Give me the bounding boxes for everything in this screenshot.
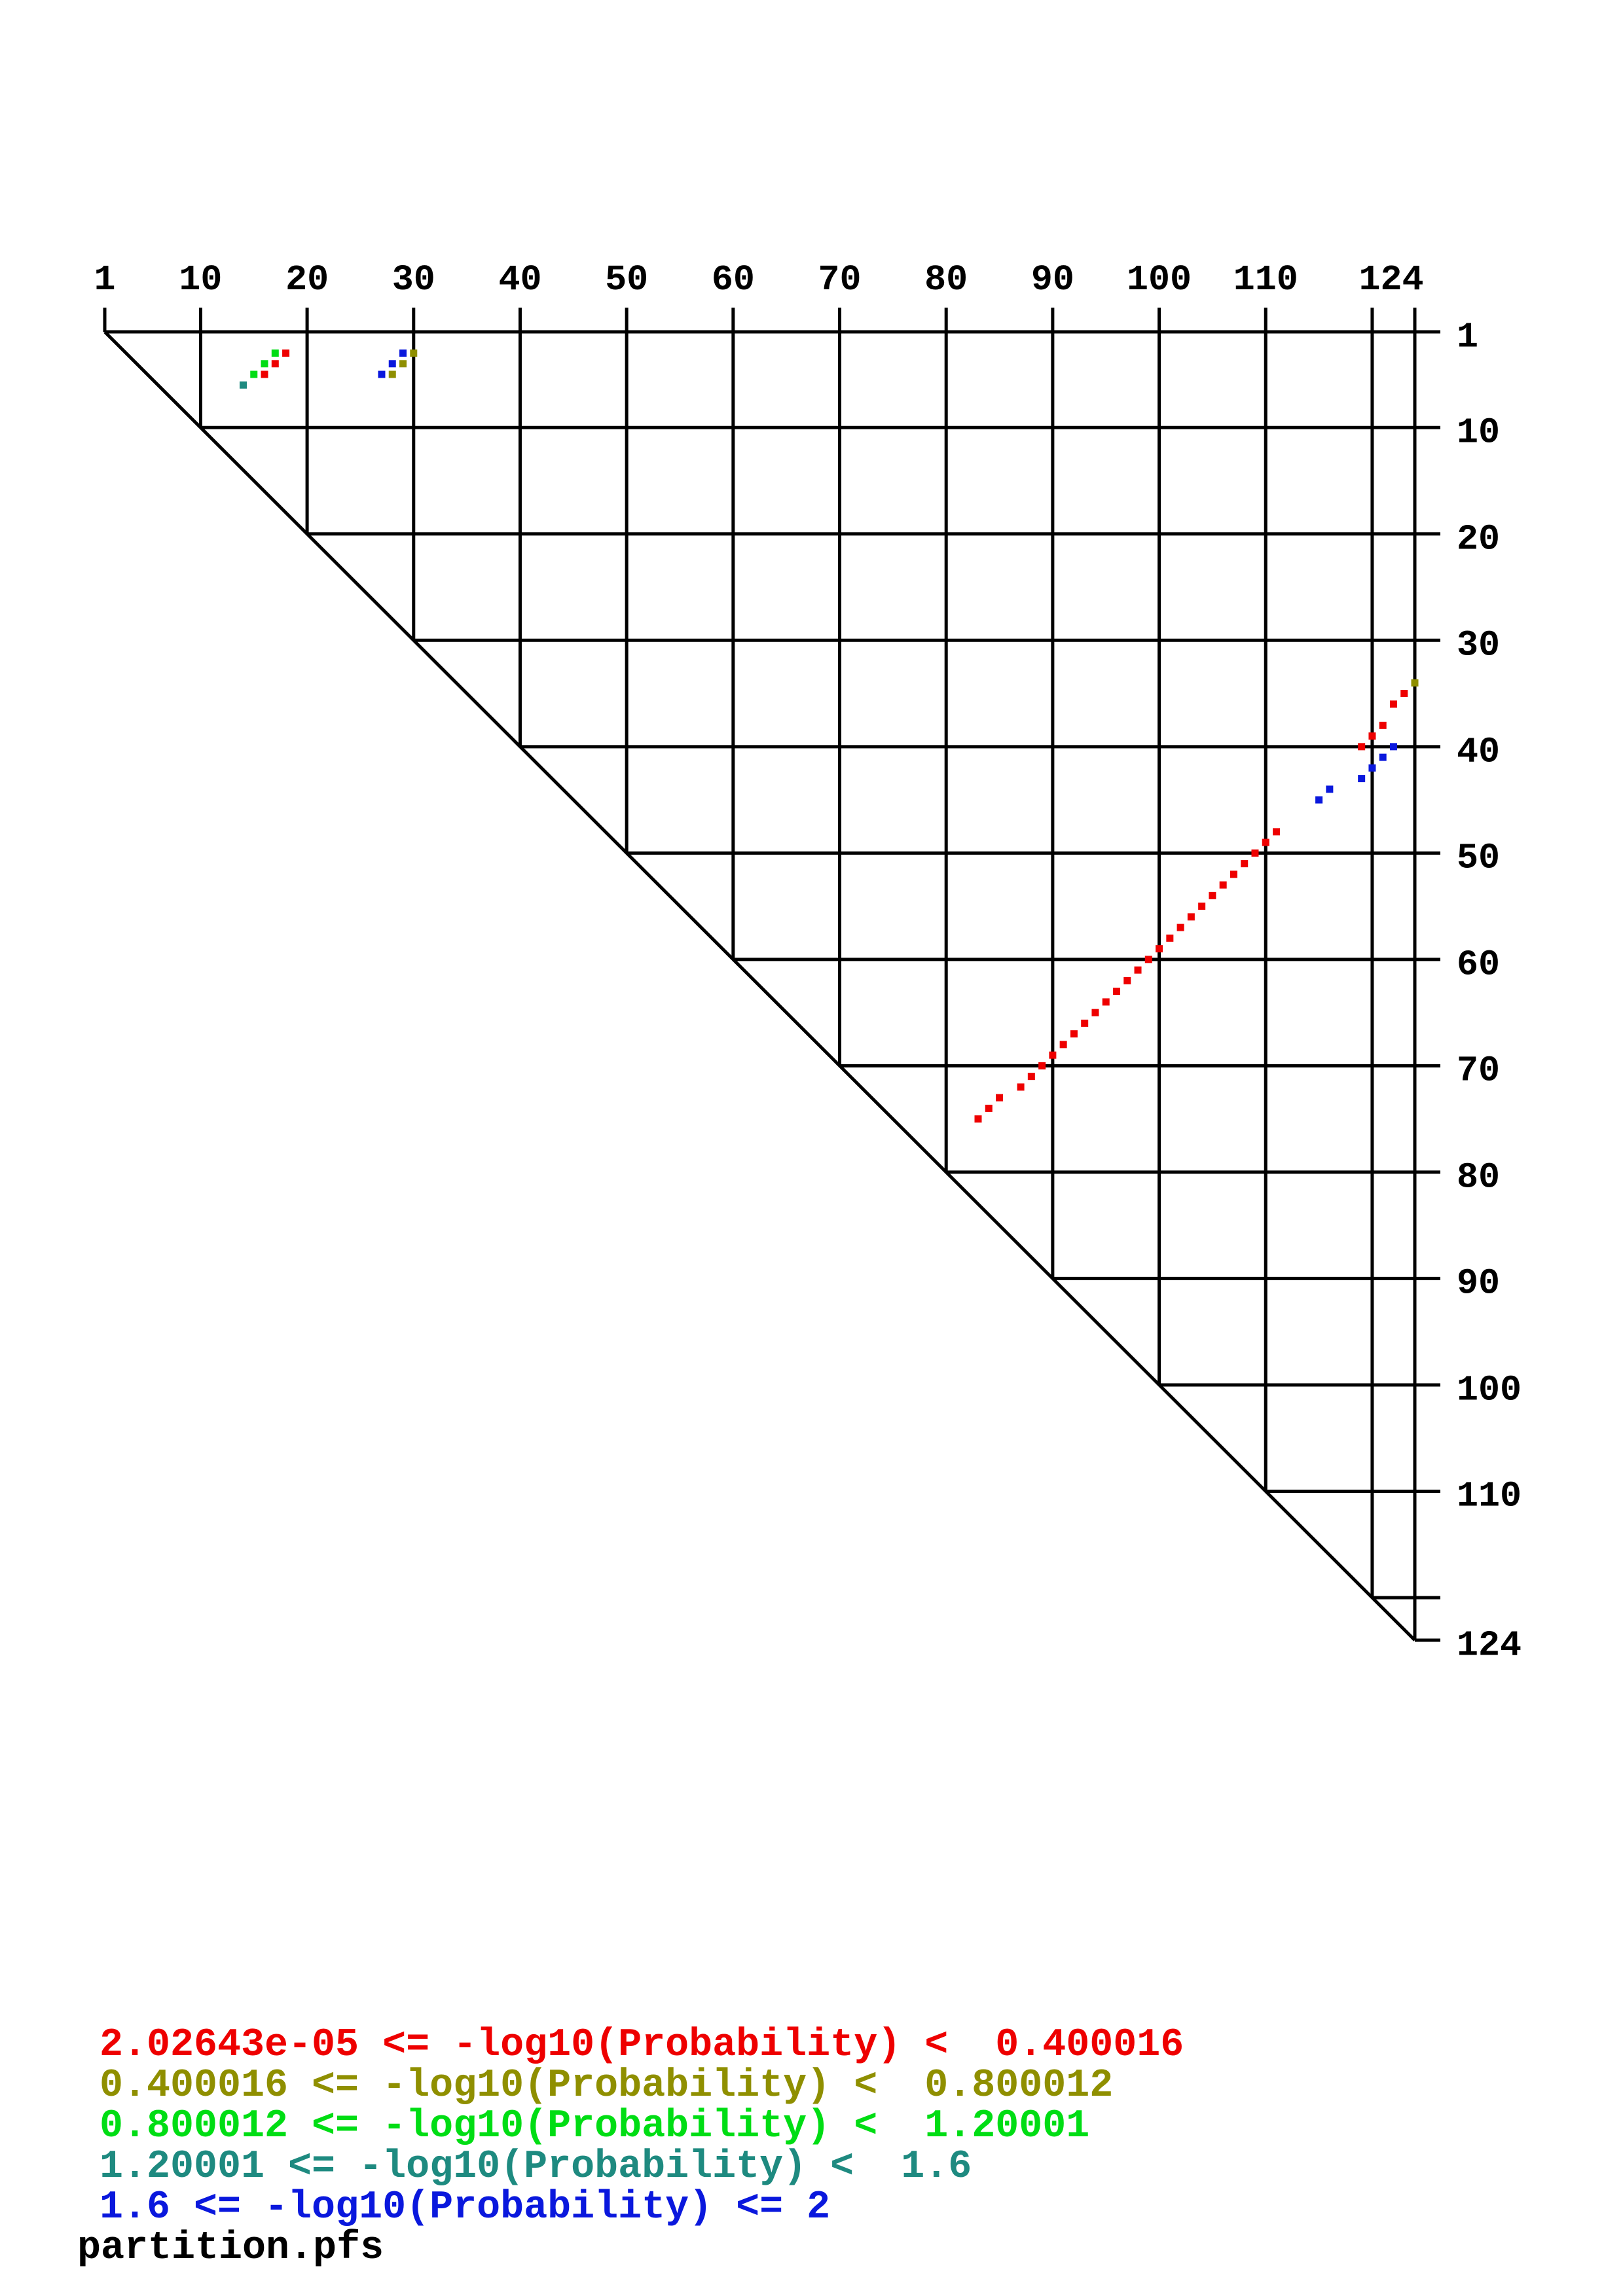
dot-series-0 bbox=[1038, 1062, 1046, 1069]
dot-series-0 bbox=[985, 1105, 993, 1112]
dot-series-4 bbox=[399, 350, 407, 357]
dot-series-0 bbox=[1135, 967, 1142, 974]
dot-series-0 bbox=[1368, 732, 1376, 740]
dot-series-0 bbox=[1177, 924, 1184, 931]
x-axis-label: 90 bbox=[1030, 259, 1074, 300]
y-axis-label: 110 bbox=[1457, 1475, 1522, 1517]
dot-series-0 bbox=[1220, 882, 1227, 889]
dot-series-0 bbox=[1113, 988, 1120, 995]
dot-series-0 bbox=[1123, 977, 1131, 984]
dot-series-4 bbox=[1315, 797, 1322, 804]
dot-series-0 bbox=[1400, 690, 1408, 697]
y-axis-label: 1 bbox=[1457, 316, 1479, 358]
y-axis-label: 10 bbox=[1457, 412, 1501, 454]
legend-entry: 1.6 <= -log10(Probability) <= 2 bbox=[100, 2185, 831, 2230]
dot-series-3 bbox=[240, 382, 247, 389]
x-axis-label: 30 bbox=[392, 259, 435, 300]
dot-series-0 bbox=[282, 350, 289, 357]
dot-series-0 bbox=[1070, 1030, 1078, 1037]
dot-series-1 bbox=[410, 350, 417, 357]
legend-entry: 0.800012 <= -log10(Probability) < 1.20001 bbox=[100, 2104, 1090, 2149]
dot-series-0 bbox=[1379, 722, 1387, 729]
dot-series-0 bbox=[975, 1115, 982, 1122]
dot-series-1 bbox=[1412, 679, 1419, 687]
dot-series-0 bbox=[1198, 903, 1205, 910]
x-axis-label: 40 bbox=[498, 259, 542, 300]
dot-series-0 bbox=[1028, 1073, 1035, 1080]
dot-series-4 bbox=[389, 360, 396, 367]
y-axis-label: 100 bbox=[1457, 1369, 1522, 1411]
y-axis-label: 30 bbox=[1457, 624, 1501, 666]
x-axis-label: 70 bbox=[818, 259, 862, 300]
dot-series-0 bbox=[1145, 956, 1152, 963]
dot-series-0 bbox=[1188, 913, 1195, 920]
dot-series-4 bbox=[1390, 743, 1397, 750]
dot-series-1 bbox=[389, 371, 396, 378]
dot-series-1 bbox=[399, 360, 407, 367]
x-axis-label: 20 bbox=[285, 259, 329, 300]
y-axis-label: 40 bbox=[1457, 731, 1501, 773]
dot-series-0 bbox=[1166, 935, 1173, 942]
dot-series-0 bbox=[1262, 839, 1269, 846]
x-axis-label: 10 bbox=[179, 259, 223, 300]
dot-series-4 bbox=[1368, 764, 1376, 772]
dot-series-0 bbox=[261, 371, 268, 378]
dot-series-0 bbox=[272, 360, 279, 367]
dot-series-0 bbox=[1390, 700, 1397, 708]
legend-entry: 1.20001 <= -log10(Probability) < 1.6 bbox=[100, 2145, 972, 2189]
y-axis-label: 124 bbox=[1457, 1624, 1522, 1666]
x-axis-label: 1 bbox=[94, 259, 116, 300]
dot-series-0 bbox=[996, 1094, 1003, 1102]
legend-entry: 0.400016 <= -log10(Probability) < 0.800012 bbox=[100, 2064, 1114, 2108]
dot-series-0 bbox=[1230, 870, 1237, 878]
dot-series-0 bbox=[1251, 850, 1258, 857]
legend-entry: 2.02643e-05 <= -log10(Probability) < 0.400016 bbox=[100, 2023, 1184, 2068]
x-axis-label: 100 bbox=[1127, 259, 1192, 300]
y-axis-label: 80 bbox=[1457, 1157, 1501, 1198]
dot-series-0 bbox=[1103, 998, 1110, 1005]
dot-series-2 bbox=[272, 350, 279, 357]
x-axis-label: 124 bbox=[1359, 259, 1424, 300]
dot-series-2 bbox=[250, 371, 257, 378]
dot-series-4 bbox=[1358, 775, 1365, 782]
plot-file-label: partition.pfs bbox=[77, 2226, 384, 2270]
x-axis-label: 50 bbox=[605, 259, 649, 300]
dot-series-0 bbox=[1156, 945, 1163, 952]
dot-series-0 bbox=[1241, 860, 1248, 867]
dot-series-0 bbox=[1273, 828, 1280, 835]
y-axis-label: 60 bbox=[1457, 944, 1501, 986]
dot-series-4 bbox=[1326, 785, 1333, 793]
y-axis-label: 70 bbox=[1457, 1050, 1501, 1092]
dot-series-4 bbox=[1379, 754, 1387, 761]
dot-series-0 bbox=[1081, 1020, 1088, 1027]
dot-series-0 bbox=[1209, 892, 1216, 899]
y-axis-label: 20 bbox=[1457, 518, 1501, 560]
x-axis-label: 60 bbox=[711, 259, 755, 300]
y-axis-label: 90 bbox=[1457, 1263, 1501, 1304]
dot-series-4 bbox=[378, 371, 385, 378]
dot-series-0 bbox=[1060, 1041, 1067, 1048]
dot-series-0 bbox=[1091, 1009, 1099, 1016]
dot-series-0 bbox=[1049, 1052, 1056, 1059]
y-axis-label: 50 bbox=[1457, 837, 1501, 879]
diagonal-line bbox=[105, 332, 1415, 1640]
dot-series-0 bbox=[1017, 1083, 1025, 1090]
x-axis-label: 80 bbox=[924, 259, 968, 300]
dot-series-2 bbox=[261, 360, 268, 367]
dot-series-0 bbox=[1358, 743, 1365, 750]
x-axis-label: 110 bbox=[1233, 259, 1298, 300]
